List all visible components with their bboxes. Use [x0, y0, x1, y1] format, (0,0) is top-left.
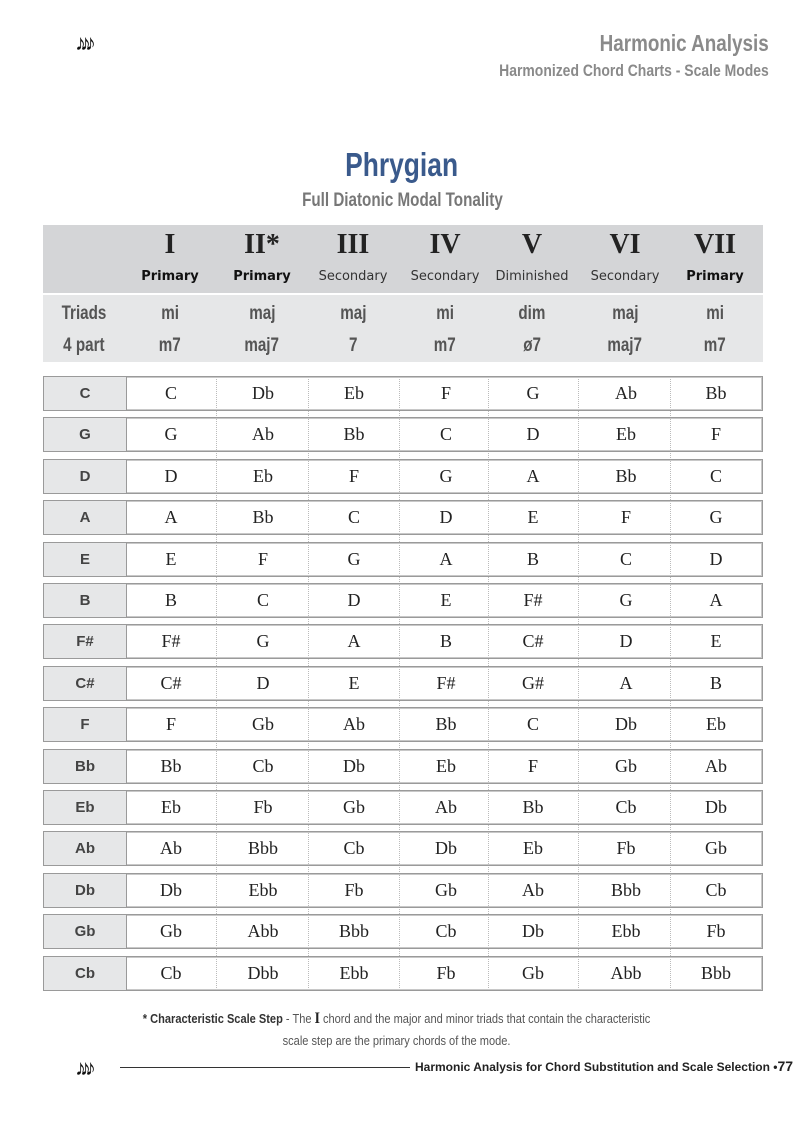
chord-root-cell: F: [257, 548, 268, 569]
chord-root-cell: E: [348, 672, 360, 693]
table-row: [43, 707, 763, 742]
chord-root-cell: Cb: [615, 797, 637, 817]
key-cell: Ab: [44, 832, 127, 865]
chord-root-cell: Db: [252, 383, 274, 403]
degree-numeral: IV: [429, 229, 461, 260]
degree-function: Primary: [141, 269, 199, 284]
chord-root-cell: G: [439, 465, 453, 486]
chord-root-cell: Ab: [160, 838, 182, 859]
chord-root-cell: C#: [160, 672, 182, 693]
chord-root-cell: D: [439, 507, 453, 528]
chord-root-cell: Db: [343, 755, 365, 776]
degree-numeral: III: [336, 229, 370, 260]
chord-root-cell: D: [347, 590, 361, 610]
chord-root-cell: Fb: [344, 879, 364, 900]
chord-root-cell: Fb: [253, 797, 273, 817]
music-notes-icon: ♪♪♪: [75, 1055, 90, 1080]
quality-header: [43, 295, 763, 362]
four-part-quality: m7: [434, 335, 456, 356]
chord-root-cell: Bb: [343, 424, 365, 445]
chord-root-cell: C: [164, 383, 177, 403]
chord-root-cell: Bbb: [338, 921, 369, 942]
key-cell: Bb: [44, 750, 127, 783]
chord-root-cell: Fb: [616, 838, 636, 859]
table-row: [43, 790, 763, 825]
chord-root-cell: Ebb: [611, 921, 641, 942]
four-part-label: 4 part: [63, 335, 105, 356]
chord-root-cell: Ab: [615, 383, 637, 403]
chord-root-cell: F: [348, 465, 359, 486]
chord-root-cell: Db: [522, 921, 544, 942]
chord-root-cell: Bbb: [610, 879, 641, 900]
table-row: [43, 500, 763, 535]
chord-root-cell: A: [164, 507, 178, 528]
triad-quality: maj: [339, 303, 367, 324]
chord-root-cell: A: [439, 548, 453, 569]
chord-root-cell: Gb: [705, 838, 727, 859]
triads-label: Triads: [61, 303, 107, 324]
table-row: [43, 914, 763, 949]
chord-root-cell: D: [619, 631, 633, 652]
chord-root-cell: Ebb: [339, 962, 369, 983]
four-part-quality: ø7: [523, 335, 541, 356]
chord-root-cell: B: [439, 631, 452, 652]
triad-quality: dim: [518, 303, 546, 324]
key-cell: Db: [44, 874, 127, 907]
chord-root-cell: E: [527, 507, 539, 528]
footnote: * Characteristic Scale Step - The I chord and the major and minor triads that contain the characteristic scale step are the primary chords of the mode.: [143, 1010, 651, 1048]
chord-root-cell: Bbb: [247, 838, 278, 859]
chord-root-cell: Ab: [705, 755, 727, 776]
chord-root-cell: Abb: [610, 962, 642, 983]
music-notes-icon: ♪♪♪: [75, 30, 90, 55]
degree-function: Secondary: [590, 269, 660, 284]
page-number: 77: [777, 1058, 794, 1074]
chord-root-cell: E: [165, 548, 177, 569]
chord-root-cell: C: [709, 465, 722, 486]
degree-header: [43, 225, 763, 293]
degree-numeral: V: [521, 229, 543, 260]
table-row: [43, 624, 763, 659]
degree-numeral: II*: [244, 229, 280, 260]
chord-root-cell: Eb: [344, 383, 364, 403]
footer: Harmonic Analysis for Chord Substitution and Scale Selection •77: [415, 1058, 794, 1074]
key-cell: Eb: [44, 791, 127, 824]
chord-root-cell: C: [439, 424, 452, 445]
chord-root-cell: E: [710, 631, 722, 652]
chord-root-cell: Eb: [253, 465, 273, 486]
chord-root-cell: Eb: [161, 797, 181, 817]
table-row: [43, 376, 763, 411]
header-title: Harmonic Analysis: [599, 30, 769, 56]
table-row: [43, 873, 763, 908]
footer-rule: [120, 1067, 410, 1068]
chord-root-cell: Cb: [160, 962, 182, 983]
chord-root-cell: Bb: [705, 383, 727, 403]
degree-function: Diminished: [495, 269, 569, 284]
table-row: [43, 459, 763, 494]
triad-quality: mi: [161, 303, 179, 324]
chord-root-cell: A: [709, 590, 723, 610]
chord-root-cell: D: [526, 424, 540, 445]
table-row: [43, 417, 763, 452]
triad-quality: mi: [436, 303, 454, 324]
degree-numeral: I: [164, 229, 176, 260]
chord-root-cell: F: [440, 383, 451, 403]
chord-root-cell: Gb: [343, 797, 365, 817]
four-part-quality: maj7: [244, 335, 280, 356]
chord-root-cell: Bb: [522, 797, 544, 817]
chord-root-cell: Gb: [522, 962, 544, 983]
chord-root-cell: Cb: [343, 838, 365, 859]
table-row: [43, 542, 763, 577]
chord-root-cell: Bbb: [700, 962, 731, 983]
chord-root-cell: F: [620, 507, 631, 528]
chord-root-cell: G: [347, 548, 361, 569]
chord-root-cell: Bb: [252, 507, 274, 528]
page-title: Phrygian: [345, 146, 459, 183]
triad-quality: maj: [611, 303, 639, 324]
chord-root-cell: B: [709, 672, 722, 693]
degree-function: Primary: [233, 269, 291, 284]
chord-root-cell: G: [619, 590, 633, 610]
chord-root-cell: Gb: [160, 921, 182, 942]
chord-root-cell: Ab: [343, 714, 365, 735]
key-cell: C: [44, 377, 127, 410]
chord-root-cell: F#: [161, 631, 181, 652]
four-part-quality: maj7: [607, 335, 643, 356]
chord-root-cell: Eb: [436, 755, 456, 776]
key-cell: B: [44, 584, 127, 617]
triad-quality: mi: [706, 303, 724, 324]
degree-numeral: VII: [693, 229, 736, 260]
key-cell: E: [44, 543, 127, 576]
chord-root-cell: Db: [705, 797, 727, 817]
chord-root-cell: F#: [436, 672, 456, 693]
chord-root-cell: Gb: [615, 755, 637, 776]
key-cell: F#: [44, 625, 127, 658]
chord-root-cell: D: [709, 548, 723, 569]
chord-root-cell: Bb: [615, 465, 637, 486]
degree-function: Primary: [686, 269, 744, 284]
chord-root-cell: B: [164, 590, 177, 610]
four-part-quality: m7: [704, 335, 726, 356]
chord-root-cell: Ab: [522, 879, 544, 900]
key-cell: C#: [44, 667, 127, 700]
chord-root-cell: Db: [615, 714, 637, 735]
four-part-quality: 7: [348, 335, 358, 356]
chord-root-cell: Cb: [705, 879, 727, 900]
chord-root-cell: A: [347, 631, 361, 652]
chord-root-cell: Db: [160, 879, 182, 900]
chord-root-cell: F: [710, 424, 721, 445]
chord-root-cell: Ab: [435, 797, 457, 817]
page-subtitle: Full Diatonic Modal Tonality: [301, 190, 503, 211]
chord-root-cell: G: [709, 507, 723, 528]
chord-root-cell: G#: [522, 672, 544, 693]
chord-root-cell: Eb: [523, 838, 543, 859]
chord-root-cell: Fb: [706, 921, 726, 942]
chord-root-cell: C: [619, 548, 632, 569]
chord-root-cell: Dbb: [247, 962, 279, 983]
four-part-quality: m7: [159, 335, 181, 356]
table-row: [43, 956, 763, 991]
header-subtitle: Harmonized Chord Charts - Scale Modes: [499, 61, 769, 80]
key-cell: D: [44, 460, 127, 493]
chord-root-cell: Eb: [706, 714, 726, 735]
running-header: [440, 30, 769, 81]
degree-numeral: VI: [609, 229, 641, 260]
chord-root-cell: Gb: [252, 714, 274, 735]
chord-root-cell: G: [164, 424, 178, 445]
table-row: [43, 831, 763, 866]
chord-root-cell: Bb: [435, 714, 457, 735]
chord-root-cell: C: [347, 507, 360, 528]
chord-root-cell: C#: [522, 631, 544, 652]
chord-root-cell: B: [526, 548, 539, 569]
chord-root-cell: Cb: [435, 921, 457, 942]
key-cell: A: [44, 501, 127, 534]
chord-root-cell: Gb: [435, 879, 457, 900]
chord-root-cell: Cb: [252, 755, 274, 776]
chord-root-cell: A: [526, 465, 540, 486]
chord-root-cell: A: [619, 672, 633, 693]
chord-root-cell: D: [164, 465, 178, 486]
chord-root-cell: Eb: [616, 424, 636, 445]
chord-root-cell: F: [527, 755, 538, 776]
table-row: [43, 749, 763, 784]
chord-root-cell: Abb: [247, 921, 279, 942]
key-cell: F: [44, 708, 127, 741]
table-row: [43, 583, 763, 618]
chord-root-cell: C: [526, 714, 539, 735]
chord-root-cell: Fb: [436, 962, 456, 983]
key-cell: Gb: [44, 915, 127, 948]
chord-root-cell: E: [440, 590, 452, 610]
chord-root-cell: Db: [435, 838, 457, 859]
degree-function: Secondary: [318, 269, 388, 284]
chord-root-cell: G: [256, 631, 270, 652]
chord-root-cell: F: [165, 714, 176, 735]
chord-root-cell: F#: [523, 590, 543, 610]
chord-root-cell: Ebb: [248, 879, 278, 900]
key-cell: G: [44, 418, 127, 451]
key-cell: Cb: [44, 957, 127, 990]
chord-root-cell: Ab: [252, 424, 274, 445]
chord-root-cell: D: [256, 672, 270, 693]
degree-function: Secondary: [410, 269, 480, 284]
triad-quality: maj: [248, 303, 276, 324]
chord-root-cell: Bb: [160, 755, 182, 776]
chord-root-cell: G: [526, 383, 540, 403]
chord-root-cell: C: [256, 590, 269, 610]
table-row: [43, 666, 763, 701]
